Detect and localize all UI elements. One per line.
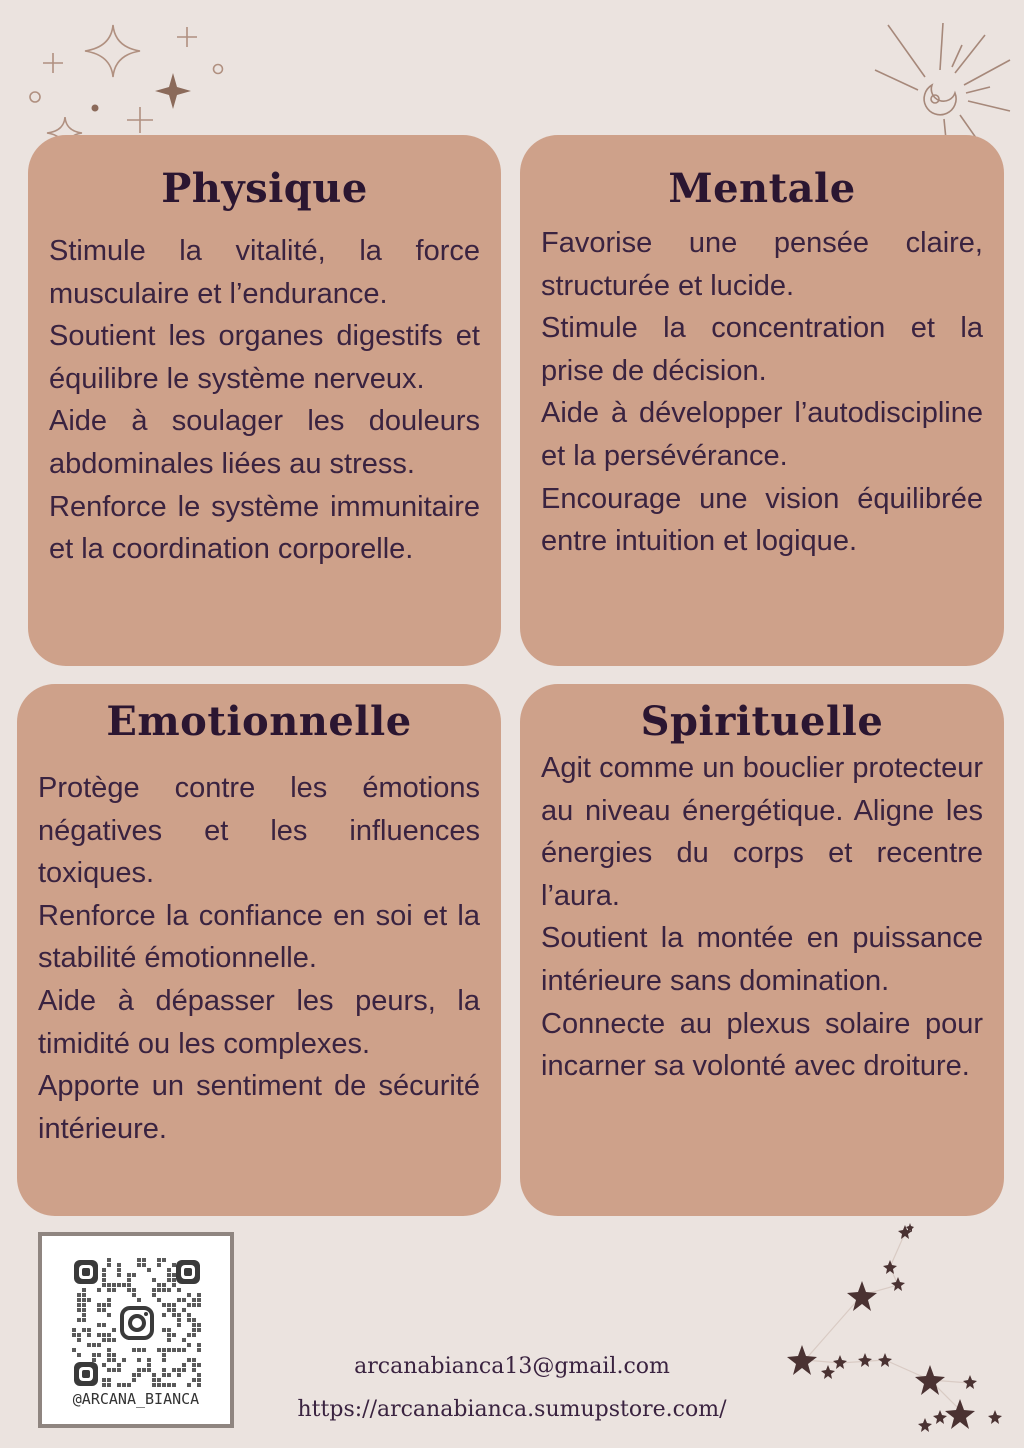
list-item: Aide à développer l’autodiscipline et la persévérance. [541,397,983,472]
list-item: Aide à soulager les douleurs abdominales liées au stress. [49,405,480,480]
list-item: Agit comme un bouclier protecteur au niveau énergétique. Aligne les énergies du corps et recentre l’aura. [541,752,983,912]
card-emotionnelle [17,684,501,1216]
list-item: Aide à dépasser les peurs, la timidité ou les complexes. [38,984,480,1060]
list-item: Renforce le système immunitaire et la coordination corporelle. [49,490,480,566]
list-item: Soutient la montée en puissance intérieure sans domination. [541,922,983,997]
card-spirituelle [520,684,1004,1216]
list-item: Stimule la concentration et la prise de décision. [541,312,983,387]
contact-email[interactable]: arcanabianca13@gmail.com [354,1354,670,1379]
list-item: Encourage une vision équilibrée entre intuition et logique. [541,482,983,558]
list-item: Favorise une pensée claire, structurée et lucide. [541,227,983,302]
list-item: Connecte au plexus solaire pour incarner sa volonté avec droiture. [541,1007,983,1083]
card-physique [28,135,501,666]
list-item: Apporte un sentiment de sécurité intérieure. [38,1070,480,1145]
card-title-mentale: Mentale [668,165,856,212]
card-title-physique: Physique [161,165,368,212]
list-item: Protège contre les émotions négatives et les influences toxiques. [38,772,480,890]
store-link[interactable]: https://arcanabianca.sumupstore.com/ [297,1397,727,1422]
card-mentale [520,135,1004,666]
list-item: Soutient les organes digestifs et équilibre le système nerveux. [49,320,480,395]
instagram-handle: @ARCANA_BIANCA [72,1390,200,1408]
card-title-spirituelle: Spirituelle [640,698,884,745]
list-item: Stimule la vitalité, la force musculaire et l’endurance. [49,235,480,310]
card-title-emotionnelle: Emotionnelle [106,698,412,745]
list-item: Renforce la confiance en soi et la stabilité émotionnelle. [38,899,480,975]
constellation-icon [780,1215,1020,1440]
